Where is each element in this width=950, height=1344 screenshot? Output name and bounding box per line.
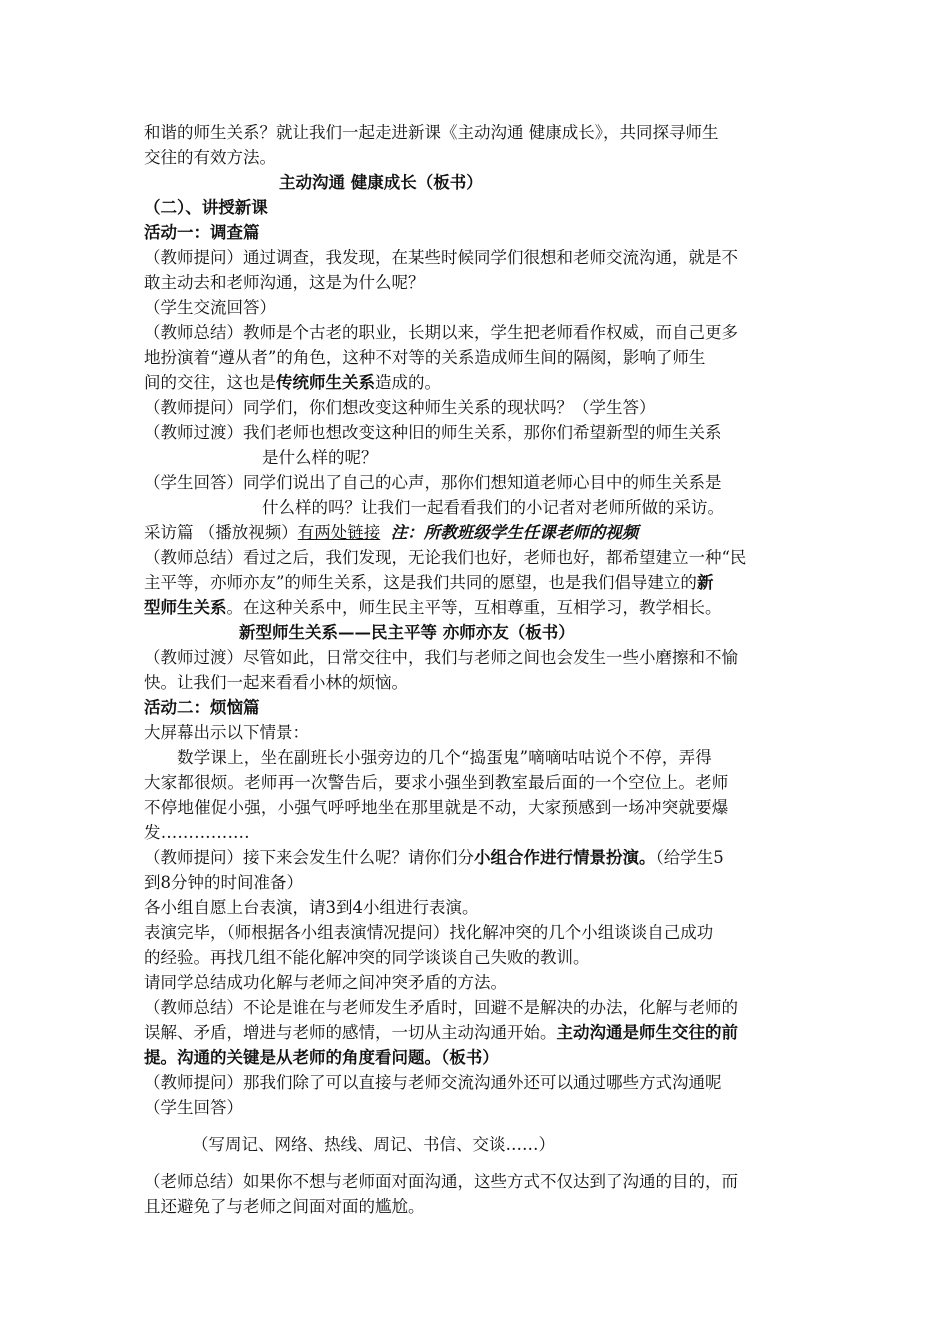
- story-line: 不停地催促小强，小强气呼呼地坐在那里就是不动，大家预感到一场冲突就要爆: [144, 798, 729, 817]
- paragraph-line: 什么样的吗？让我们一起看看我们的小记者对老师所做的采访。: [262, 498, 724, 517]
- activity-heading: 活动一：调查篇: [144, 223, 260, 242]
- text-run: 误解、矛盾，增进与老师的感情，一切从主动沟通开始。: [144, 1023, 557, 1042]
- paragraph-line: 各小组自愿上台表演，请3到4小组进行表演。: [144, 898, 479, 917]
- paragraph-line: （学生回答）: [144, 1098, 243, 1117]
- paragraph-line: 快。让我们一起来看看小林的烦恼。: [144, 673, 408, 692]
- paragraph-line: 请同学总结成功化解与老师之间冲突矛盾的方法。: [144, 973, 507, 992]
- story-line: 大家都很烦。老师再一次警告后，要求小强坐到教室最后面的一个空位上。老师: [144, 773, 729, 792]
- paragraph-line: [144, 845, 808, 870]
- story-line: 数学课上，坐在副班长小强旁边的几个“捣蛋鬼”嘀嘀咕咕说个不停，弄得: [177, 748, 712, 767]
- text-run: 间的交往，这也是: [144, 373, 276, 392]
- paragraph-line: 地扮演着“遵从者”的角色，这种不对等的关系造成师生间的隔阂，影响了师生: [144, 348, 706, 367]
- text-run: 造成的。: [375, 373, 441, 392]
- paragraph-line: [144, 570, 808, 595]
- paragraph-line: （教师总结）看过之后，我们发现，无论我们也好，老师也好，都希望建立一种“民: [144, 548, 747, 567]
- paragraph-line: 到8分钟的时间准备）: [144, 873, 303, 892]
- paragraph-line: 交往的有效方法。: [144, 148, 276, 167]
- bold-text: 小组合作进行情景扮演。: [474, 848, 656, 867]
- paragraph-line: （教师提问）通过调查，我发现，在某些时候同学们很想和老师交流沟通，就是不: [144, 248, 738, 267]
- paragraph-line: 提。沟通的关键是从老师的角度看问题。（板书）: [144, 1048, 499, 1067]
- text-run: 采访篇 （播放视频）: [144, 523, 298, 542]
- paragraph-line: （老师总结）如果你不想与老师面对面沟通，这些方式不仅达到了沟通的目的，而: [144, 1172, 738, 1191]
- paragraph-line: 是什么样的呢？: [262, 448, 378, 467]
- note-text: 注：所教班级学生任课老师的视频: [390, 523, 639, 542]
- text-run: （教师提问）接下来会发生什么呢？请你们分: [144, 848, 474, 867]
- board-title: 新型师生关系——民主平等 亦师亦友（板书）: [239, 623, 575, 642]
- paragraph-line: （教师过渡）我们老师也想改变这种旧的师生关系，那你们希望新型的师生关系: [144, 423, 722, 442]
- paragraph-line: 的经验。再找几组不能化解冲突的同学谈谈自己失败的教训。: [144, 948, 590, 967]
- paragraph-line: （教师提问）同学们，你们想改变这种师生关系的现状吗？（学生答）: [144, 398, 656, 417]
- paragraph-line: [144, 595, 808, 620]
- video-link[interactable]: 有两处链接: [297, 523, 381, 542]
- methods-list: （写周记、网络、热线、周记、书信、交谈……）: [192, 1135, 555, 1154]
- text-run: 。在这种关系中，师生民主平等，互相尊重，互相学习，教学相长。: [226, 598, 722, 617]
- text-run: （给学生5: [655, 848, 724, 867]
- bold-text: 新: [696, 573, 714, 592]
- paragraph-line: （教师提问）那我们除了可以直接与老师交流沟通外还可以通过哪些方式沟通呢: [144, 1073, 722, 1092]
- bold-text: 型师生关系: [144, 598, 227, 617]
- paragraph-line: （学生交流回答）: [144, 298, 276, 317]
- text-run: 主平等，亦师亦友”的师生关系，这是我们共同的愿望，也是我们倡导建立的: [144, 573, 697, 592]
- paragraph-line: [144, 370, 808, 395]
- activity-heading: 活动二：烦恼篇: [144, 698, 260, 717]
- section-heading: （二）、讲授新课: [144, 198, 268, 217]
- paragraph-line: 且还避免了与老师之间面对面的尴尬。: [144, 1197, 425, 1216]
- story-line: 发…………….: [144, 823, 250, 842]
- board-title: 主动沟通 健康成长（板书）: [279, 173, 483, 192]
- paragraph-line: [144, 520, 808, 545]
- spacer: [144, 1120, 808, 1132]
- paragraph-line: [144, 1020, 808, 1045]
- bold-text: 主动沟通是师生交往的前: [556, 1023, 738, 1042]
- spacer: [144, 1157, 808, 1169]
- paragraph-line: 大屏幕出示以下情景：: [144, 723, 309, 742]
- paragraph-line: 和谐的师生关系？就让我们一起走进新课《主动沟通 健康成长》，共同探寻师生: [144, 123, 719, 142]
- paragraph-line: （教师过渡）尽管如此，日常交往中，我们与老师之间也会发生一些小磨擦和不愉: [144, 648, 738, 667]
- paragraph-line: （教师总结）不论是谁在与老师发生矛盾时，回避不是解决的办法，化解与老师的: [144, 998, 738, 1017]
- bold-text: 传统师生关系: [276, 373, 375, 392]
- paragraph-line: 敢主动去和老师沟通，这是为什么呢？: [144, 273, 425, 292]
- paragraph-line: （学生回答）同学们说出了自己的心声，那你们想知道老师心目中的师生关系是: [144, 473, 722, 492]
- paragraph-line: （教师总结）教师是个古老的职业，长期以来，学生把老师看作权威，而自己更多: [144, 323, 738, 342]
- document-page: [144, 120, 808, 1219]
- paragraph-line: 表演完毕，（师根据各小组表演情况提问）找化解冲突的几个小组谈谈自己成功: [144, 923, 714, 942]
